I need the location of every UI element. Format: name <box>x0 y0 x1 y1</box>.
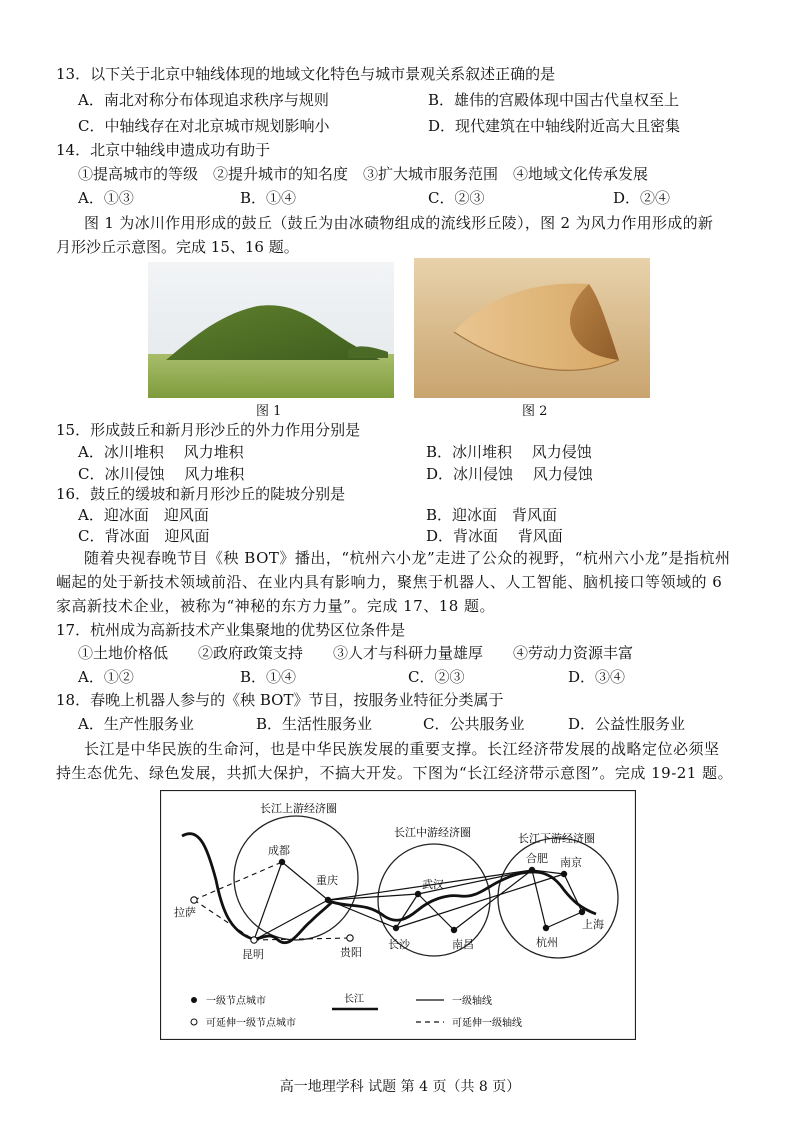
q17-option-a: A．①② <box>78 668 134 686</box>
yangtze-economic-belt-map <box>160 790 636 1040</box>
legend-ext-node: 可延伸一级节点城市 <box>206 1018 296 1029</box>
q16-option-d: D．背冰面 背风面 <box>426 527 563 545</box>
figure2-caption: 图 2 <box>522 404 548 419</box>
city-chengdu: 成都 <box>268 844 290 857</box>
city-nanchang: 南昌 <box>452 938 474 951</box>
intro-19-21-line1: 长江是中华民族的生命河，也是中华民族发展的重要支撑。长江经济带发展的战略定位必须坚 <box>84 740 720 758</box>
intro-15-16-line1: 图 1 为冰川作用形成的鼓丘（鼓丘为由冰碛物组成的流线形丘陵），图 2 为风力作用形成的新 <box>84 214 714 232</box>
q14-items: ①提高城市的等级 ②提升城市的知名度 ③扩大城市服务范围 ④地域文化传承发展 <box>78 165 649 183</box>
intro-19-21-line2: 持生态优先、绿色发展，共抓大保护，不搞大开发。下图为“长江经济带示意图”。完成 19-21 题。 <box>56 764 734 782</box>
city-hefei: 合肥 <box>526 852 548 865</box>
city-shanghai: 上海 <box>582 918 604 931</box>
q15-option-d: D．冰川侵蚀 风力侵蚀 <box>426 465 593 483</box>
q16-option-a: A．迎冰面 迎风面 <box>78 506 209 524</box>
midstream-label: 长江中游经济圈 <box>394 826 471 839</box>
figure2-barchan-image <box>414 258 650 398</box>
q14-option-c: C．②③ <box>428 189 485 207</box>
city-hangzhou: 杭州 <box>536 936 558 949</box>
intro-17-18-line2: 崛起的处于新技术领域前沿、在业内具有影响力，聚焦于机器人、人工智能、脑机接口等领域的 6 <box>56 573 723 591</box>
city-nanjing: 南京 <box>560 856 582 869</box>
figure1-caption: 图 1 <box>256 404 282 419</box>
city-guiyang: 贵阳 <box>340 946 362 959</box>
q16-option-c: C．背冰面 迎风面 <box>78 527 210 545</box>
figure1-drumlin-image <box>148 262 394 398</box>
q16-stem: 16．鼓丘的缓坡和新月形沙丘的陡坡分别是 <box>56 485 346 503</box>
q18-option-d: D．公益性服务业 <box>568 715 686 733</box>
q17-stem: 17．杭州成为高新技术产业集聚地的优势区位条件是 <box>56 621 406 639</box>
q18-option-c: C．公共服务业 <box>423 715 525 733</box>
city-chongqing: 重庆 <box>316 874 338 887</box>
upstream-label: 长江上游经济圈 <box>260 802 337 815</box>
q15-option-b: B．冰川堆积 风力侵蚀 <box>426 443 592 461</box>
q18-option-b: B．生活性服务业 <box>256 715 373 733</box>
q13-option-c: C．中轴线存在对北京城市规划影响小 <box>78 117 330 135</box>
q15-option-a: A．冰川堆积 风力堆积 <box>78 443 244 461</box>
city-wuhan: 武汉 <box>422 878 444 891</box>
q16-option-b: B．迎冰面 背风面 <box>426 506 558 524</box>
q14-option-d: D．②④ <box>613 189 671 207</box>
q17-items: ①土地价格低 ②政府政策支持 ③人才与科研力量雄厚 ④劳动力资源丰富 <box>78 644 634 662</box>
q13-option-a: A．南北对称分布体现追求秩序与规则 <box>78 91 329 109</box>
page-footer: 高一地理学科 试题 第 4 页（共 8 页） <box>279 1079 521 1095</box>
q17-option-b: B．①④ <box>240 668 297 686</box>
legend-ext-axis: 可延伸一级轴线 <box>452 1018 522 1029</box>
intro-17-18-line3: 家高新技术企业，被称为“神秘的东方力量”。完成 17、18 题。 <box>56 597 496 615</box>
q18-stem: 18．春晚上机器人参与的《秧 BOT》节目，按服务业特征分类属于 <box>56 691 504 709</box>
q13-stem: 13．以下关于北京中轴线体现的地域文化特色与城市景观关系叙述正确的是 <box>56 65 556 83</box>
q15-option-c: C．冰川侵蚀 风力堆积 <box>78 465 245 483</box>
q13-option-d: D．现代建筑在中轴线附近高大且密集 <box>428 117 681 135</box>
legend-river: 长江 <box>344 994 364 1005</box>
city-changsha: 长沙 <box>388 938 410 951</box>
legend-first-axis: 一级轴线 <box>452 996 492 1007</box>
q13-option-b: B．雄伟的宫殿体现中国古代皇权至上 <box>428 91 680 109</box>
q14-stem: 14．北京中轴线申遗成功有助于 <box>56 141 271 159</box>
q15-stem: 15．形成鼓丘和新月形沙丘的外力作用分别是 <box>56 421 361 439</box>
q14-option-b: B．①④ <box>240 189 297 207</box>
q17-option-c: C．②③ <box>408 668 465 686</box>
city-lasa: 拉萨 <box>174 906 196 919</box>
q18-option-a: A．生产性服务业 <box>78 715 194 733</box>
intro-15-16-line2: 月形沙丘示意图。完成 15、16 题。 <box>56 238 299 256</box>
city-kunming: 昆明 <box>242 948 264 961</box>
downstream-label: 长江下游经济圈 <box>518 832 595 845</box>
q17-option-d: D．③④ <box>568 668 626 686</box>
legend-first-node: 一级节点城市 <box>206 996 266 1007</box>
q14-option-a: A．①③ <box>78 189 134 207</box>
intro-17-18-line1: 随着央视春晚节目《秧 BOT》播出，“杭州六小龙”走进了公众的视野，“杭州六小龙”是指杭州 <box>84 549 731 567</box>
